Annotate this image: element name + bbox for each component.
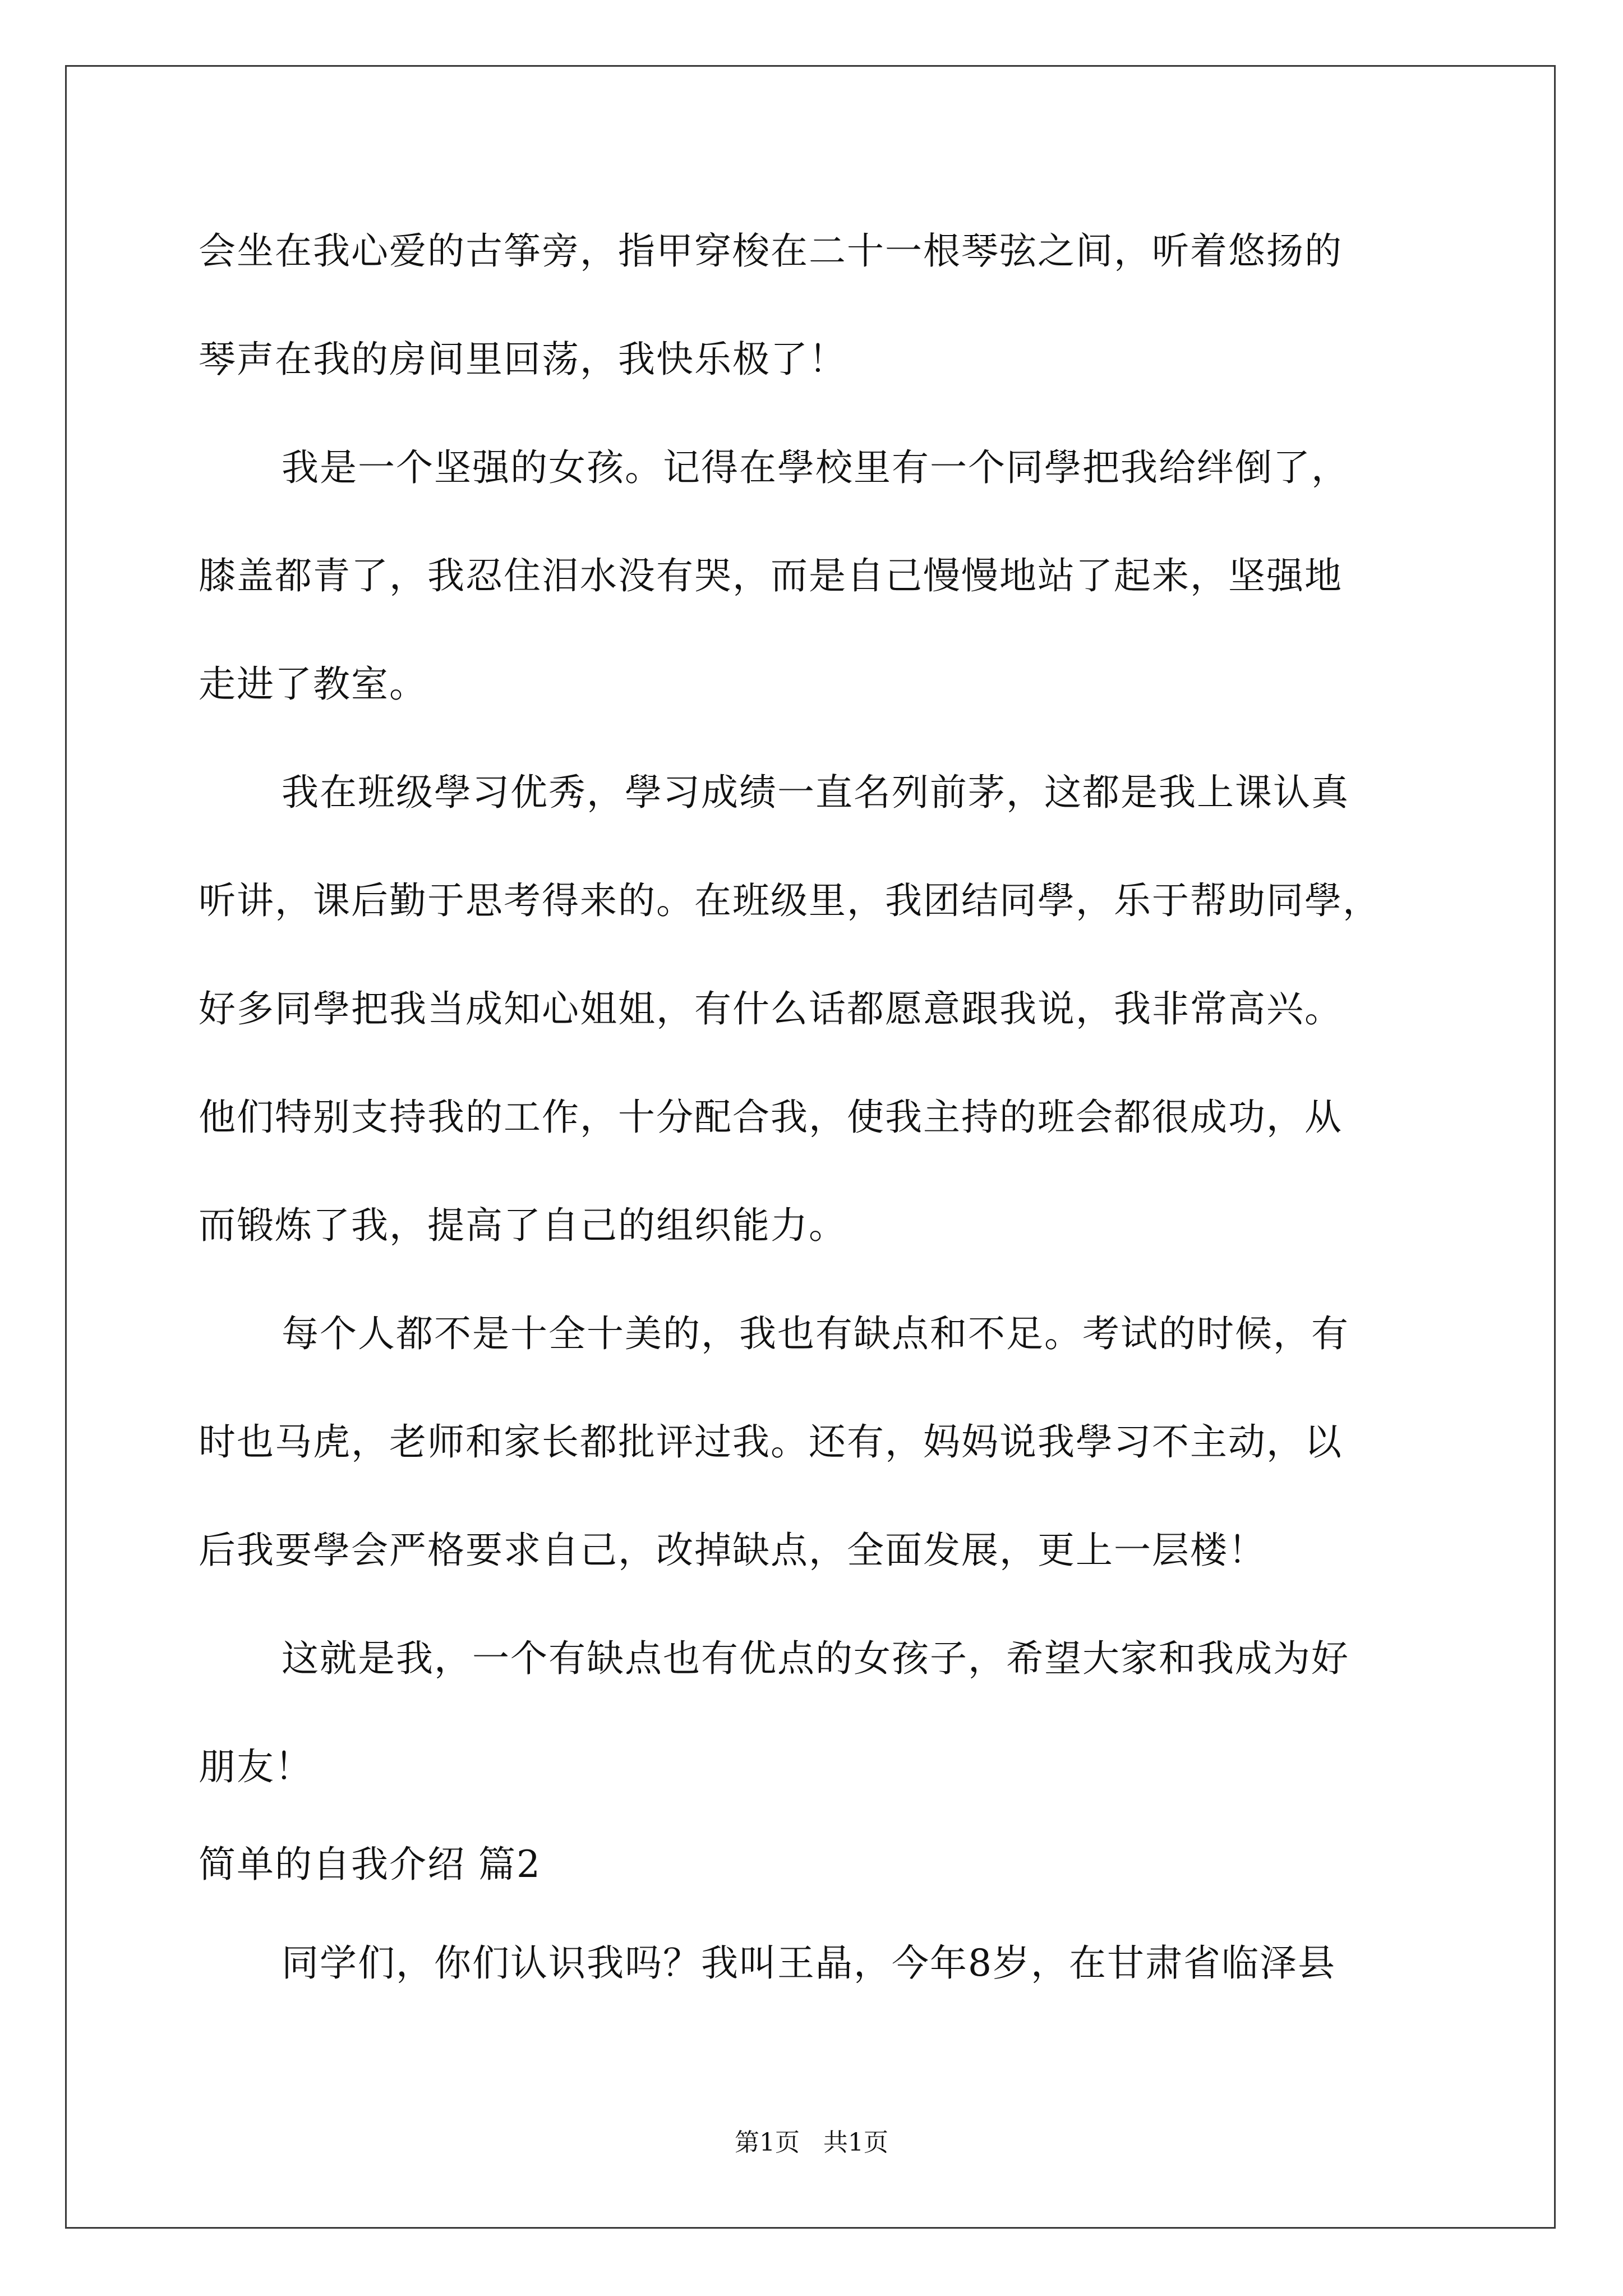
section-heading: 简单的自我介绍 篇2 [199,1843,541,1886]
paragraph-line: 时也马虎，老师和家长都批评过我。还有，妈妈说我學习不主动，以 [199,1420,1343,1464]
paragraph-line: 会坐在我心爱的古筝旁，指甲穿梭在二十一根琴弦之间，听着悠扬的 [199,229,1343,273]
page-border [65,65,1556,2229]
paragraph-line: 同学们，你们认识我吗？我叫王晶，今年8岁，在甘肃省临泽县 [282,1941,1336,1985]
paragraph-line: 每个人都不是十全十美的，我也有缺点和不足。考试的时候，有 [282,1312,1349,1355]
paragraph-line: 听讲，课后勤于思考得来的。在班级里，我团结同學，乐于帮助同學， [199,879,1381,922]
paragraph-line: 朋友！ [199,1745,313,1788]
paragraph-line: 好多同學把我当成知心姐姐，有什么话都愿意跟我说，我非常高兴。 [199,987,1343,1030]
paragraph-line: 我在班级學习优秀，學习成绩一直名列前茅，这都是我上课认真 [282,771,1349,814]
paragraph-line: 膝盖都青了，我忍住泪水没有哭，而是自己慢慢地站了起来，坚强地 [199,554,1343,597]
paragraph-line: 后我要學会严格要求自己，改掉缺点，全面发展，更上一层楼！ [199,1529,1266,1572]
paragraph-line: 我是一个坚强的女孩。记得在學校里有一个同學把我给绊倒了， [282,446,1349,489]
paragraph-line: 走进了教室。 [199,662,427,706]
paragraph-line: 琴声在我的房间里回荡，我快乐极了！ [199,338,847,381]
paragraph-line: 他们特别支持我的工作，十分配合我，使我主持的班会都很成功，从 [199,1096,1343,1139]
page-footer: 第1页 共1页 [735,2128,888,2157]
paragraph-line: 这就是我，一个有缺点也有优点的女孩子，希望大家和我成为好 [282,1637,1349,1680]
paragraph-line: 而锻炼了我，提高了自己的组织能力。 [199,1204,847,1247]
